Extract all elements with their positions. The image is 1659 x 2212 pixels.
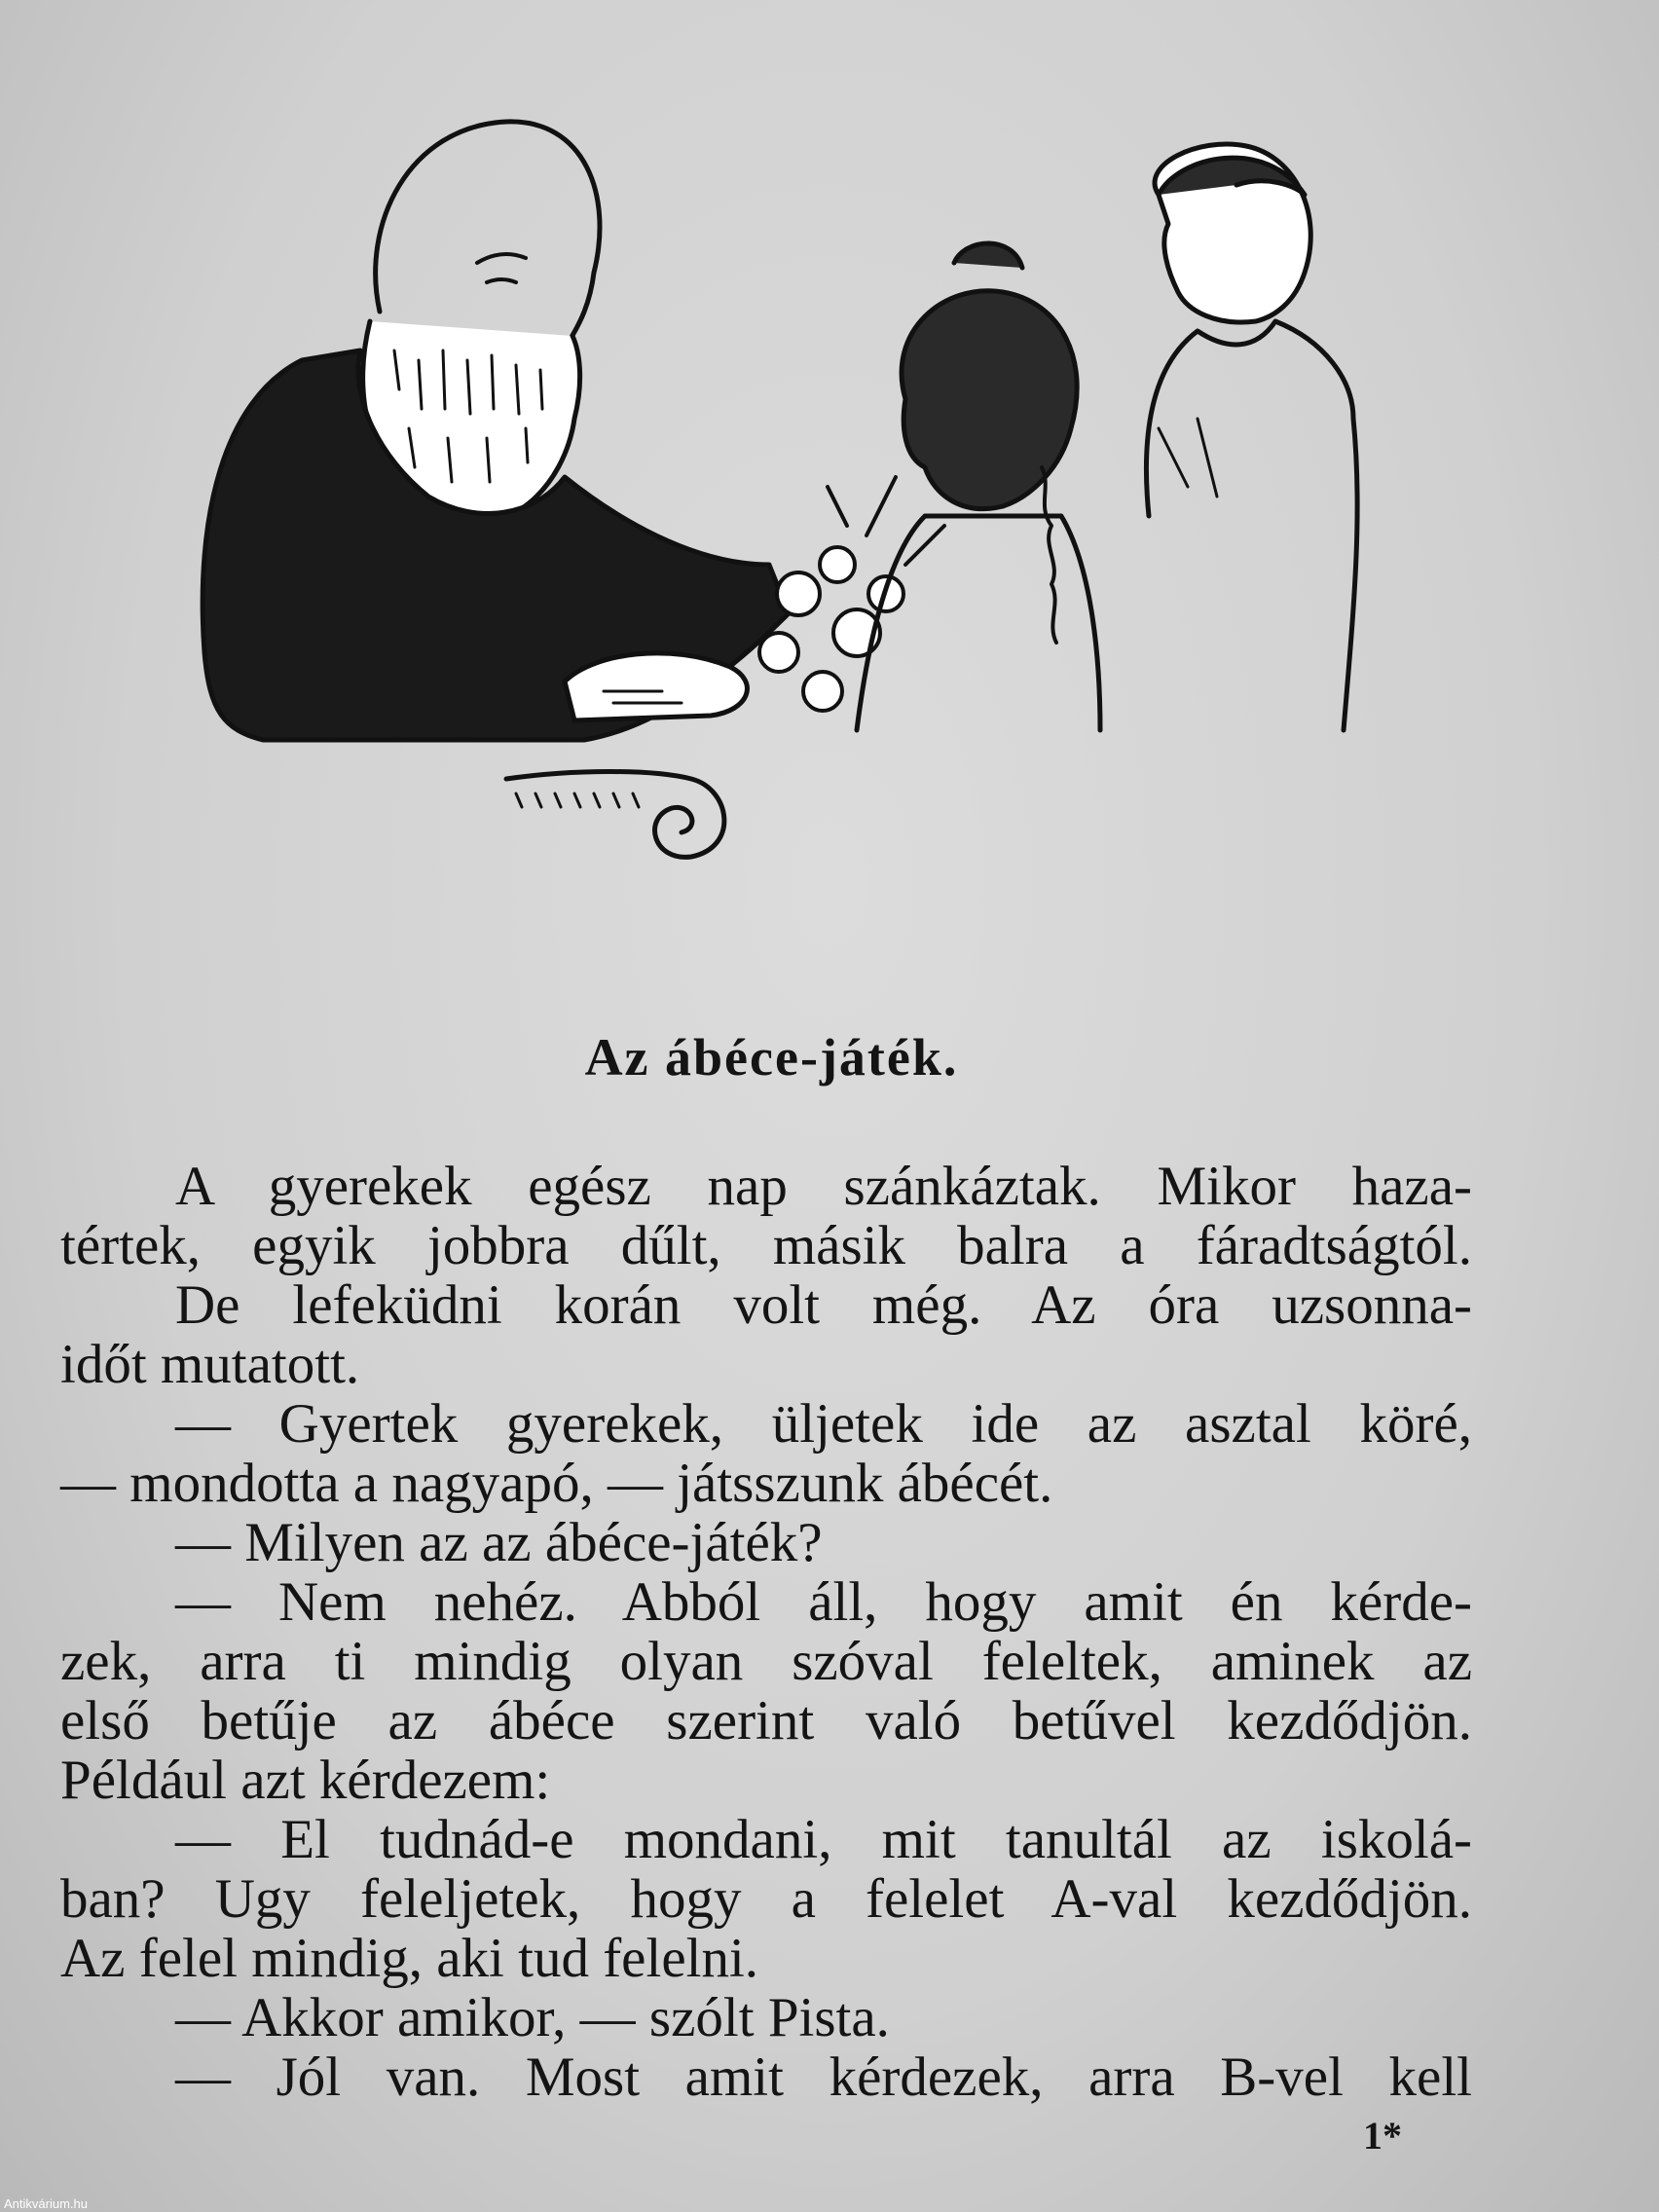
text-line: — Akkor amikor, — szólt Pista. bbox=[175, 1987, 890, 2048]
text-line: — Gyertek gyerekek, üljetek ide az asztal köré, bbox=[175, 1393, 1472, 1455]
text-line: — mondotta a nagyapó, — játsszunk ábécét. bbox=[60, 1453, 1053, 1514]
text-line: — El tudnád-e mondani, mit tanultál az iskolá- bbox=[175, 1809, 1472, 1870]
text-line: De lefeküdni korán volt még. Az óra uzsonna- bbox=[175, 1274, 1472, 1336]
text-line: zek, arra ti mindig olyan szóval feleltek, aminek az bbox=[60, 1631, 1472, 1692]
chapter-title: Az ábéce-játék. bbox=[584, 1028, 959, 1087]
scroll bbox=[506, 772, 724, 858]
girl-dress bbox=[857, 516, 1100, 730]
page-number: 1* bbox=[1363, 2114, 1402, 2157]
flower-bouquet bbox=[759, 477, 944, 711]
text-line: — Milyen az az ábéce-játék? bbox=[175, 1512, 823, 1573]
grandfather-hand bbox=[565, 653, 747, 720]
boy-body bbox=[1146, 321, 1357, 730]
grandfather-head bbox=[376, 122, 600, 341]
body-text bbox=[60, 1157, 1472, 2107]
text-line: időt mutatott. bbox=[60, 1334, 360, 1395]
text-line: — Nem nehéz. Abból áll, hogy amit én kérde- bbox=[175, 1571, 1472, 1633]
text-line: első betűje az ábéce szerint való betűvel kezdődjön. bbox=[60, 1690, 1472, 1751]
text-line: Az felel mindig, aki tud felelni. bbox=[60, 1928, 759, 1989]
text-line: Például azt kérdezem: bbox=[60, 1750, 551, 1811]
text-line: — Jól van. Most amit kérdezek, arra B-vel kell bbox=[175, 2046, 1472, 2108]
text-line: tértek, egyik jobbra dűlt, másik balra a fáradtságtól. bbox=[60, 1215, 1472, 1276]
illustration-grandfather-and-children bbox=[185, 107, 1382, 866]
text-line: ban? Ugy feleljetek, hogy a felelet A-val kezdődjön. bbox=[60, 1868, 1472, 1930]
girl-head bbox=[902, 291, 1077, 509]
text-line: A gyerekek egész nap szánkáztak. Mikor haza- bbox=[175, 1156, 1472, 1217]
watermark: Antikvárium.hu bbox=[4, 2196, 88, 2211]
